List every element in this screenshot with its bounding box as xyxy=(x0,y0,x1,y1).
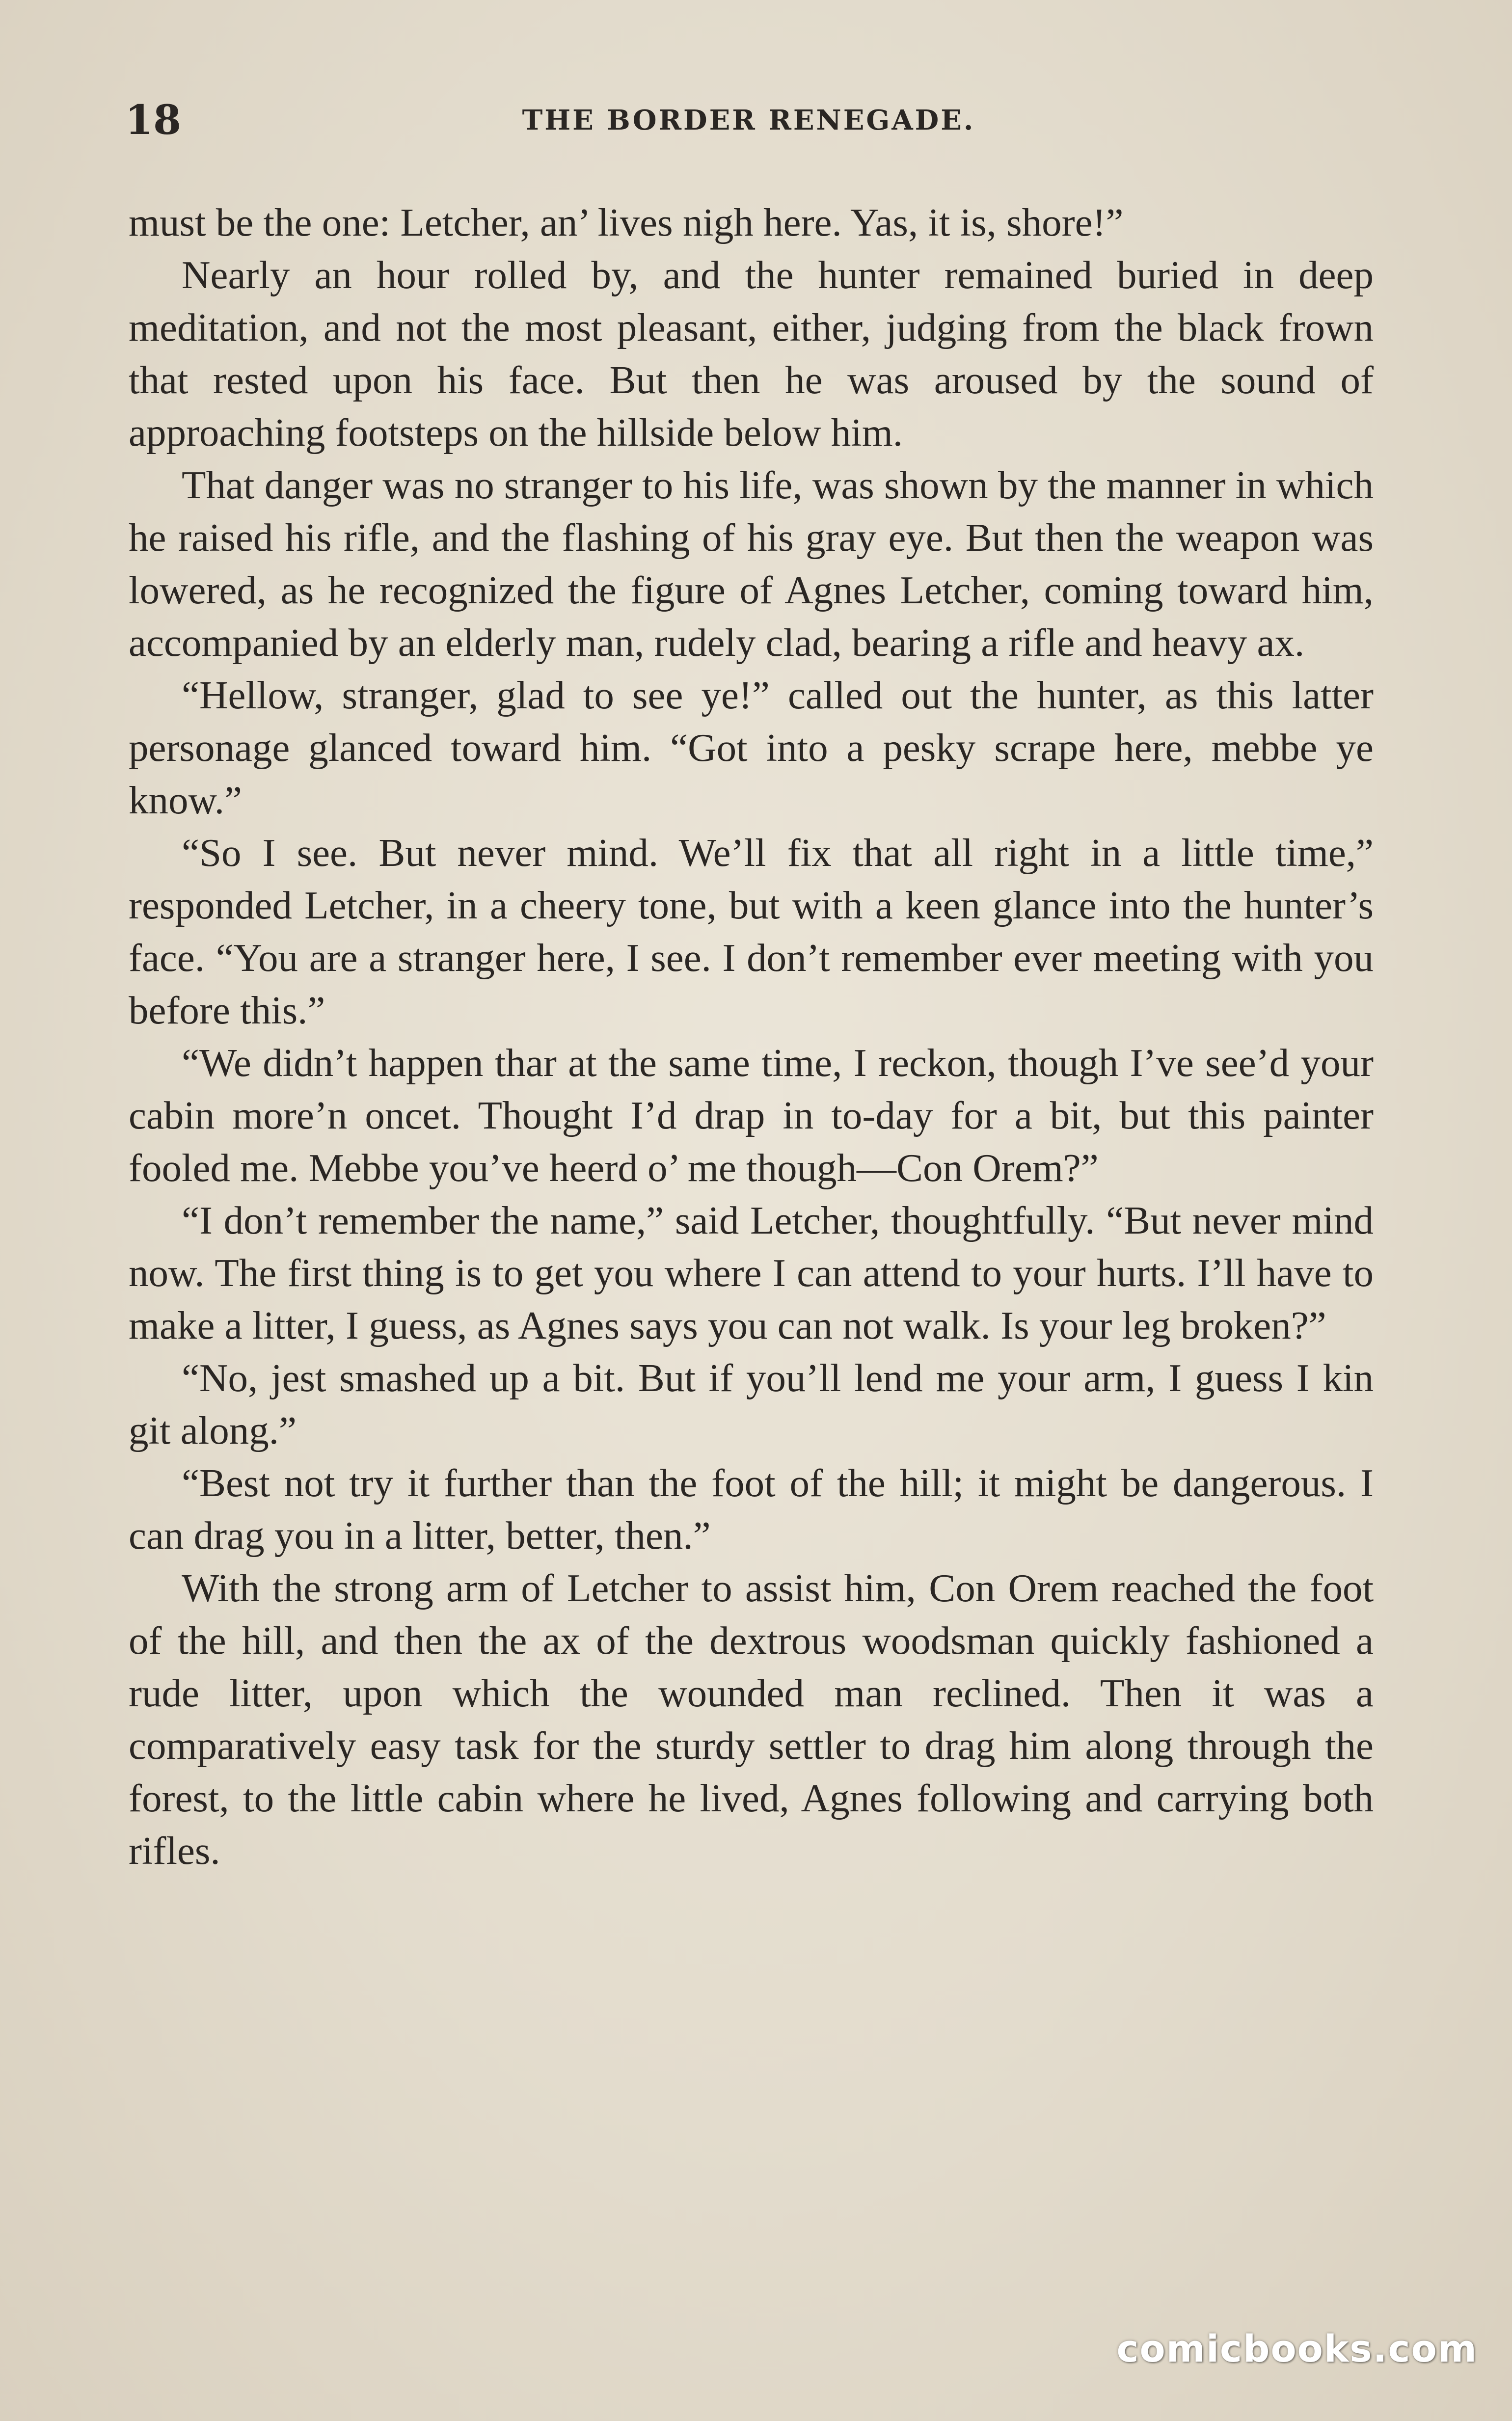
page-number: 18 xyxy=(125,97,182,144)
body-text xyxy=(129,196,1374,1877)
paragraph-7: “I don’t remember the name,” said Letcher, thoughtfully. “But never mind now. The first thing is to get you where I can attend to your hurts. I’ll have to make a litter, I guess, as Agnes says you can not walk. Is your leg broken?” xyxy=(129,1198,1374,1347)
paragraph-6: “We didn’t happen thar at the same time, I reckon, though I’ve see’d your cabin more’n oncet. Thought I’d drap in to-day for a bit, but this painter fooled me. Mebbe you’ve heerd o’ me though—Con Orem?” xyxy=(129,1041,1374,1190)
paragraph-9: “Best not try it further than the foot of the hill; it might be dangerous. I can drag you in a litter, better, then.” xyxy=(129,1461,1374,1558)
watermark: comicbooks.com xyxy=(1116,2327,1478,2370)
page-header xyxy=(125,93,1372,147)
paragraph-2: Nearly an hour rolled by, and the hunter remained buried in deep meditation, and not the most pleasant, either, judging from the black frown that rested upon his face. But then he was aroused by the sound of approaching footsteps on the hillside below him. xyxy=(129,253,1374,455)
paragraph-8: “No, jest smashed up a bit. But if you’ll lend me your arm, I guess I kin git along.” xyxy=(129,1356,1374,1453)
paragraph-4: “Hellow, stranger, glad to see ye!” called out the hunter, as this latter personage glanced toward him. “Got into a pesky scrape here, mebbe ye know.” xyxy=(129,673,1374,822)
paragraph-5: “So I see. But never mind. We’ll fix that all right in a little time,” responded Letcher, in a cheery tone, but with a keen glance into the hunter’s face. “You are a stranger here, I see. I don’t remember ever meeting with you before this.” xyxy=(129,831,1374,1032)
running-title: THE BORDER RENEGADE. xyxy=(522,104,975,136)
paragraph-3: That danger was no stranger to his life, was shown by the manner in which he raised his rifle, and the flashing of his gray eye. But then the weapon was lowered, as he recognized the figure of Agnes Letcher, coming toward him, accompanied by an elderly man, rudely clad, bearing a rifle and heavy ax. xyxy=(129,463,1374,665)
paragraph-10: With the strong arm of Letcher to assist him, Con Orem reached the foot of the hill, and then the ax of the dextrous woodsman quickly fashioned a rude litter, upon which the wounded man reclined. Then it was a comparatively easy task for the sturdy settler to drag him along through the forest, to the little cabin where he lived, Agnes following and carrying both rifles. xyxy=(129,1566,1374,1873)
paragraph-1: must be the one: Letcher, an’ lives nigh here. Yas, it is, shore!” xyxy=(129,200,1124,244)
